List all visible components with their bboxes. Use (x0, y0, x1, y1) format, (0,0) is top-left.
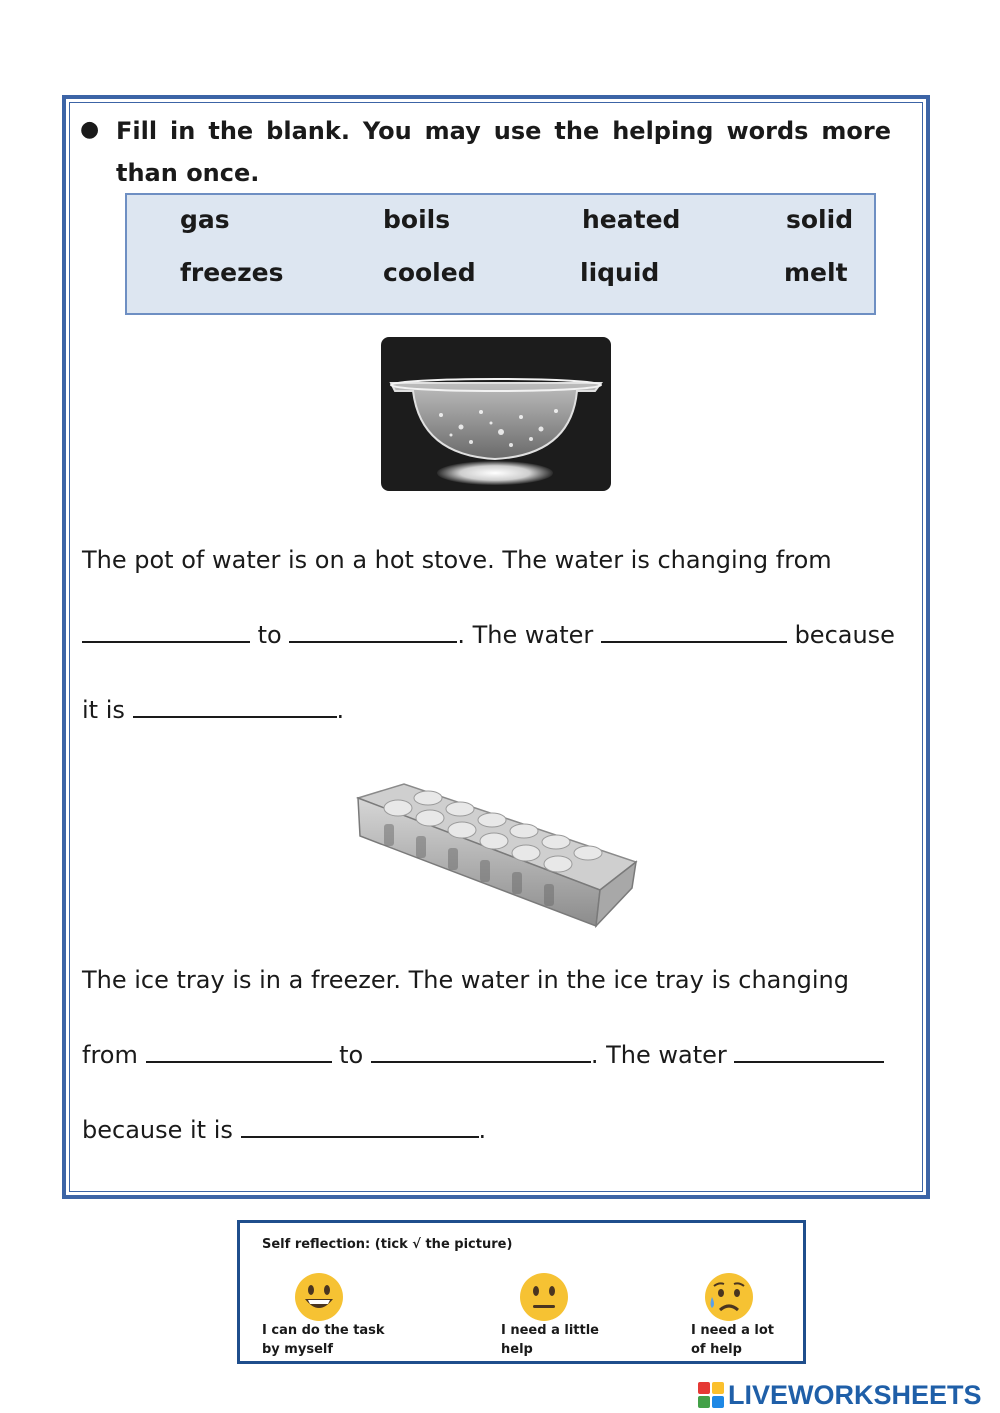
word-bank-item: solid (786, 205, 854, 234)
caption-line: I can do the task (262, 1323, 385, 1338)
word-bank-item: heated (582, 205, 681, 234)
question-2 (82, 943, 912, 1168)
option-caption-2 (501, 1321, 599, 1359)
text-segment: . The water (590, 1041, 727, 1069)
text-segment: from (82, 1041, 138, 1069)
answer-blank[interactable] (133, 694, 337, 718)
question-2-line-1: The ice tray is in a freezer. The water in the ice tray is changing (82, 966, 849, 994)
option-caption-3 (691, 1321, 774, 1359)
answer-blank[interactable] (82, 619, 250, 643)
happy-face-icon[interactable] (293, 1271, 345, 1323)
answer-blank[interactable] (289, 619, 457, 643)
answer-blank[interactable] (601, 619, 787, 643)
question-2-line-2 (82, 1018, 912, 1093)
liveworksheets-logo[interactable] (698, 1378, 982, 1412)
text-segment: . (478, 1116, 487, 1144)
text-segment: to (339, 1041, 364, 1069)
text-segment: because it is (82, 1116, 233, 1144)
text-segment: it is (82, 696, 125, 724)
word-bank-item: melt (784, 258, 848, 287)
text-segment: . (336, 696, 345, 724)
caption-line: I need a lot (691, 1323, 774, 1338)
option-caption-1 (262, 1321, 385, 1359)
word-bank-item: liquid (580, 258, 660, 287)
caption-line: by myself (262, 1342, 333, 1357)
caption-line: I need a little (501, 1323, 599, 1338)
question-1 (82, 523, 912, 748)
text-segment: to (257, 621, 282, 649)
answer-blank[interactable] (734, 1039, 884, 1063)
text-segment: . The water (457, 621, 594, 649)
text-segment: because (794, 621, 895, 649)
sad-face-icon[interactable] (703, 1271, 755, 1323)
logo-mark-icon (698, 1382, 724, 1408)
question-1-line-1: The pot of water is on a hot stove. The water is changing from (82, 546, 832, 574)
word-bank (125, 193, 876, 315)
question-2-line-3 (82, 1093, 912, 1168)
question-1-line-2 (82, 598, 912, 673)
ice-tray-image (356, 778, 638, 928)
answer-blank[interactable] (371, 1039, 591, 1063)
word-bank-item: cooled (383, 258, 476, 287)
neutral-face-icon[interactable] (518, 1271, 570, 1323)
self-reflection-box (237, 1220, 806, 1364)
answer-blank[interactable] (146, 1039, 332, 1063)
word-bank-item: boils (383, 205, 451, 234)
caption-line: of help (691, 1342, 742, 1357)
question-1-line-3 (82, 673, 912, 748)
self-reflection-title: Self reflection: (tick √ the picture) (262, 1237, 513, 1252)
instruction-text: Fill in the blank. You may use the helping words more than once. (116, 117, 891, 187)
logo-text: LIVEWORKSHEETS (728, 1379, 982, 1410)
word-bank-item: gas (180, 205, 230, 234)
answer-blank[interactable] (241, 1114, 479, 1138)
word-bank-item: freezes (180, 258, 284, 287)
boiling-pot-image (381, 337, 611, 491)
instruction-bullet: ● (80, 117, 100, 142)
caption-line: help (501, 1342, 533, 1357)
